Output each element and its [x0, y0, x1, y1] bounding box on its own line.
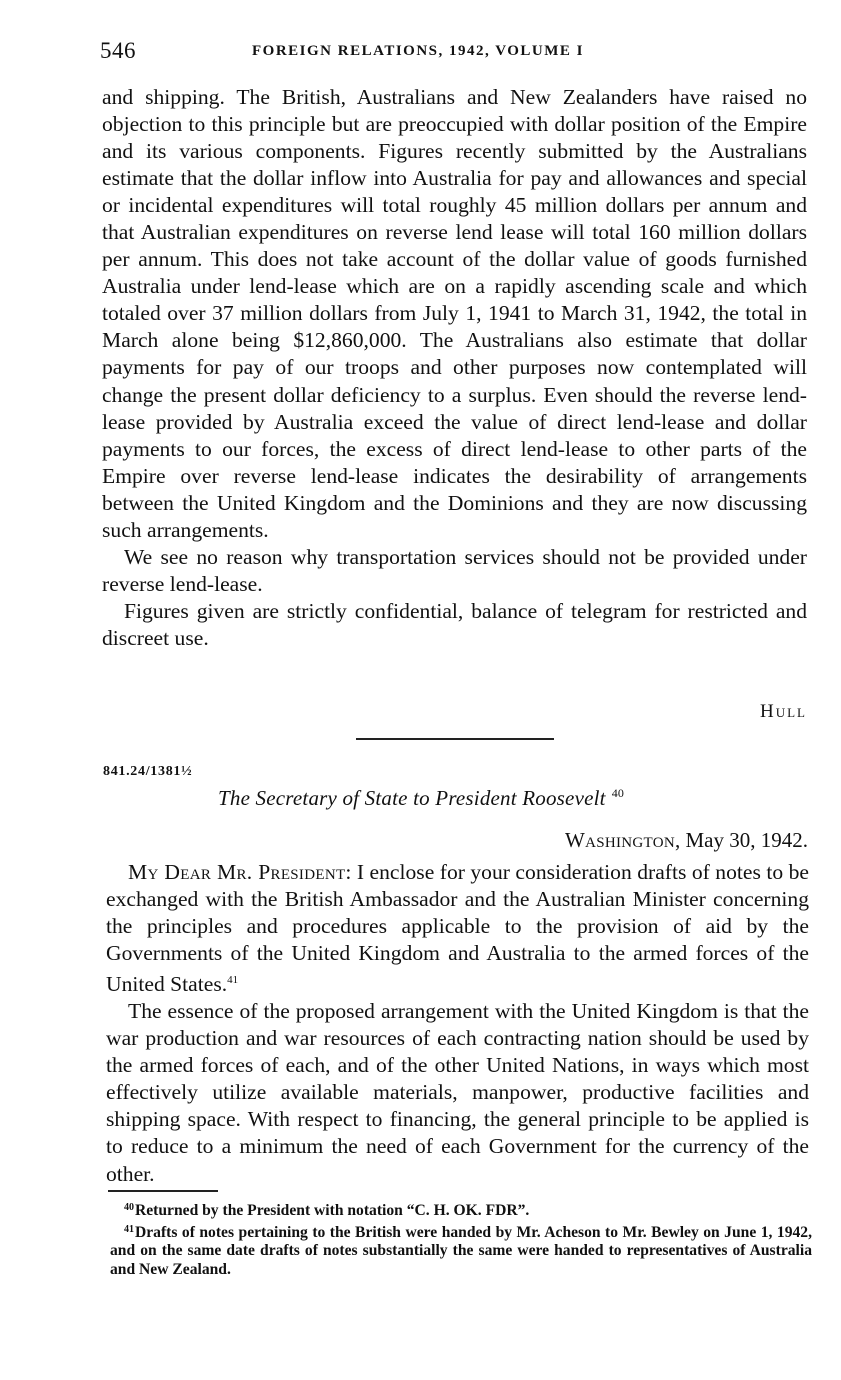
footnote-number: 40 — [124, 1202, 134, 1213]
footnote-text: Drafts of notes pertaining to the British were handed by Mr. Acheson to Mr. Bewley on June 1, 1942, and on the same date drafts of notes substantially the same were handed to representatives of Australia and New Zealand. — [110, 1223, 812, 1279]
letter-paragraph-2: The essence of the proposed arrangement with the United Kingdom is that the war production and war resources of each contracting nation should be used by the armed forces of each, and of the other United Nations, in ways which most effectively utilize available materials, manpower, productive facilities and shipping space. With respect to financing, the general principle to be applied is to reduce to a minimum the need of each Government for the currency of the other. — [106, 999, 809, 1186]
footnote-divider — [108, 1190, 218, 1192]
continued-paragraph: and shipping. The British, Australians and New Zealanders have raised no objection to this principle but are preoccupied with dollar position of the Empire and its various components. Figures recently submitted by the Australians estimate that the dollar inflow into Australia for pay and allowances and special or incidental expenditures will total roughly 45 million dollars per annum and that Australian expenditures on reverse lend lease will total 160 million dollars per annum. This does not take account of the dollar value of goods furnished Australia under lend-lease which are on a rapidly ascending scale and which totaled over 37 million dollars from July 1, 1941 to March 31, 1942, the total in March alone being $12,860,000. The Australians also estimate that dollar payments for pay of our troops and other purposes now contemplated will change the present dollar deficiency to a surplus. Even should the reverse lend-lease provided by Australia exceed the value of direct lend-lease and dollar payments to our forces, the excess of direct lend-lease to other parts of the Empire over reverse lend-lease indicates the desirability of arrangements between the United Kingdom and the Dominions and they are now discussing such arrangements. — [102, 85, 807, 542]
footnote-text: Returned by the President with notation “C. H. OK. FDR”. — [135, 1202, 530, 1219]
dateline-place: Washington — [564, 828, 675, 852]
confidential-paragraph: Figures given are strictly confidential, balance of telegram for restricted and discreet use. — [102, 598, 807, 650]
page-header — [100, 38, 805, 68]
footnote-40 — [110, 1199, 812, 1221]
letter-paragraph-1-text: : I enclose for your consideration drafts of notes to be exchanged with the British Ambassador and the Australian Minister concerning the principles and procedures applicable to the provision of aid by the Governments of the United Kingdom and Australia to the armed forces of the United States. — [106, 860, 809, 997]
document-title — [218, 786, 624, 811]
salutation: My Dear Mr. President — [128, 860, 346, 884]
title-footnote-reference: 40 — [611, 786, 625, 800]
letter-paragraph-1 — [106, 859, 809, 998]
footnote-41 — [110, 1221, 812, 1280]
transport-paragraph: We see no reason why transportation services should not be provided under reverse lend-lease. — [102, 544, 807, 596]
page-number: 546 — [100, 38, 136, 63]
dateline-date: , May 30, 1942. — [675, 828, 808, 852]
signature-hull: Hull — [760, 701, 807, 722]
document-title-text: The Secretary of State to President Roosevelt — [218, 786, 606, 810]
dateline — [565, 828, 808, 853]
paragraph-footnote-reference: 41 — [227, 974, 239, 987]
section-divider — [356, 738, 554, 740]
footnote-number: 41 — [124, 1223, 134, 1235]
footnotes — [110, 1199, 812, 1280]
file-number: 841.24/1381½ — [103, 764, 193, 779]
letter-body — [106, 859, 809, 1188]
running-head: FOREIGN RELATIONS, 1942, VOLUME I — [252, 43, 585, 59]
continued-telegram-text — [102, 84, 807, 652]
